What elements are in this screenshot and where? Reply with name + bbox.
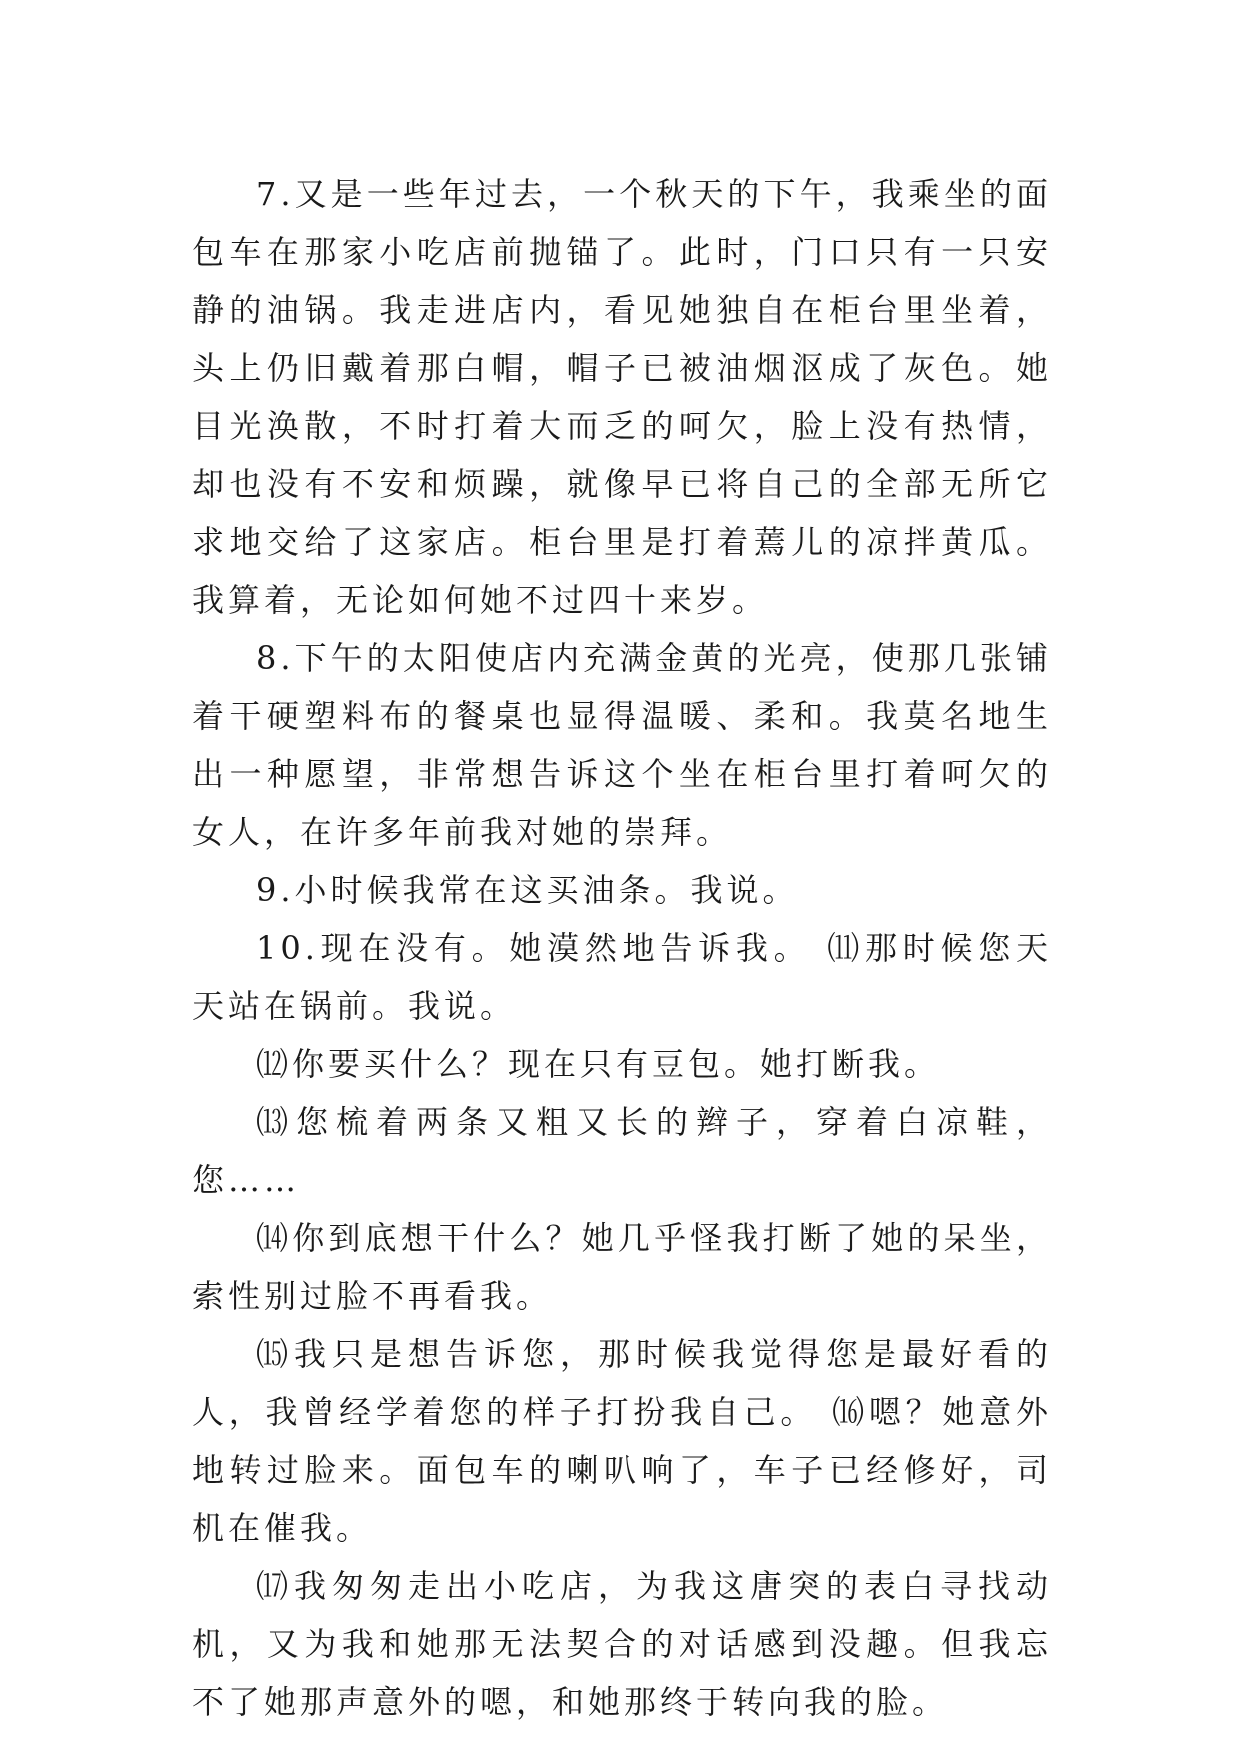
paragraph-17: ⒄我匆匆走出小吃店，为我这唐突的表白寻找动机，又为我和她那无法契合的对话感到没趣。但我忘不了她那声意外的嗯，和她那终于转向我的脸。 [192, 1567, 1052, 1721]
paragraph-14: ⒁你到底想干什么？她几乎怪我打断了她的呆坐，索性别过脸不再看我。 [192, 1219, 1052, 1315]
paragraph-10-11: 10.现在没有。她漠然地告诉我。 ⑾那时候您天天站在锅前。我说。 [192, 929, 1052, 1025]
paragraph-8: 8.下午的太阳使店内充满金黄的光亮，使那几张铺着干硬塑料布的餐桌也显得温暖、柔和。我莫名地生出一种愿望，非常想告诉这个坐在柜台里打着呵欠的女人，在许多年前我对她的崇拜。 [192, 639, 1052, 851]
paragraph-9: 9.小时候我常在这买油条。我说。 [256, 871, 799, 909]
paragraph-15-16: ⒂我只是想告诉您，那时候我觉得您是最好看的人，我曾经学着您的样子打扮我自己。 ⒃嗯？她意外地转过脸来。面包车的喇叭响了，车子已经修好，司机在催我。 [192, 1335, 1052, 1547]
paragraph-12: ⑿你要买什么？现在只有豆包。她打断我。 [256, 1045, 941, 1083]
document-body [192, 165, 1052, 1731]
paragraph-7: 7.又是一些年过去，一个秋天的下午，我乘坐的面包车在那家小吃店前抛锚了。此时，门口只有一只安静的油锅。我走进店内，看见她独自在柜台里坐着，头上仍旧戴着那白帽，帽子已被油烟沤成了灰色。她目光涣散，不时打着大而乏的呵欠，脸上没有热情，却也没有不安和烦躁，就像早已将自己的全部无所它求地交给了这家店。柜台里是打着蔫儿的凉拌黄瓜。我算着，无论如何她不过四十来岁。 [192, 175, 1052, 619]
paragraph-13: ⒀您梳着两条又粗又长的辫子，穿着白凉鞋，您…… [192, 1103, 1052, 1199]
